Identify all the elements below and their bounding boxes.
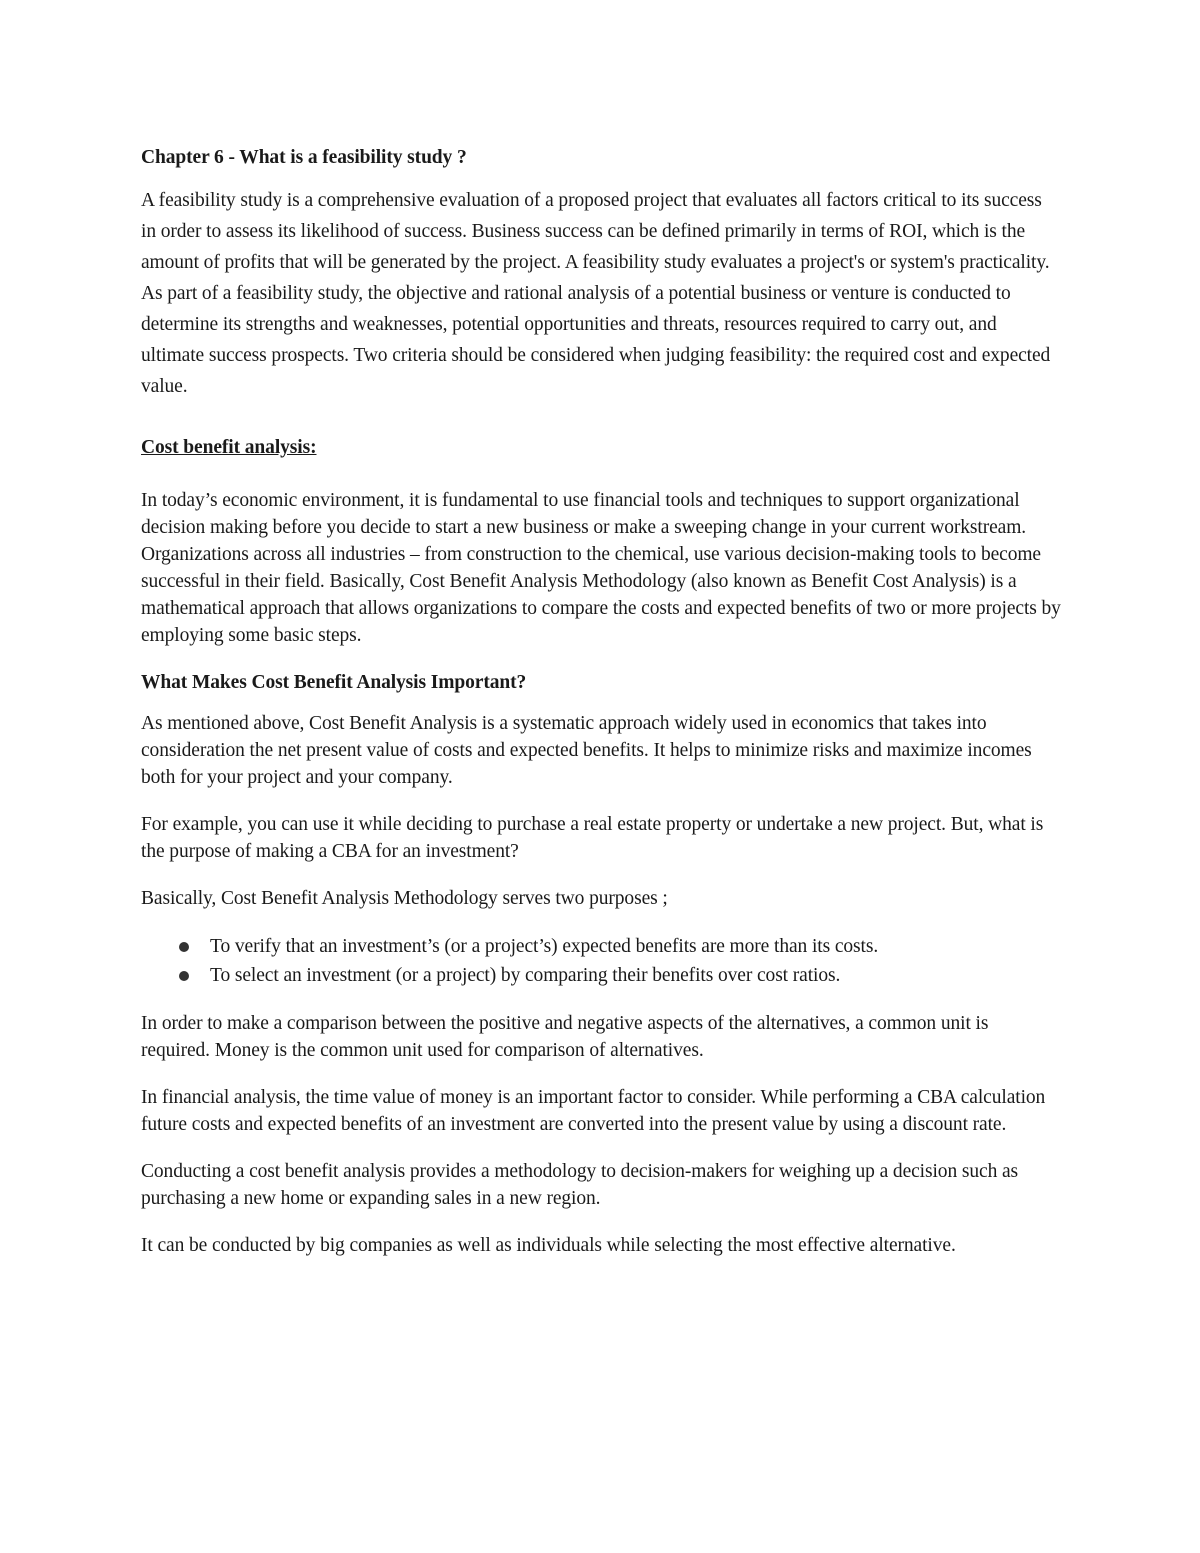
- intro-paragraph: A feasibility study is a comprehensive evaluation of a proposed project that evaluates all factors critical to its success in order to assess its likelihood of success. Business success can be defined primarily in terms of ROI, which is the amount of profits that will be generated by the project. A feasibility study evaluates a project's or system's practicality. As part of a feasibility study, the objective and rational analysis of a potential business or venture is conducted to determine its strengths and weaknesses, potential opportunities and threats, resources required to carry out, and ultimate success prospects. Two criteria should be considered when judging feasibility: the required cost and expected value.: [141, 190, 1051, 397]
- list-item: [141, 961, 1061, 990]
- sub-heading-importance: What Makes Cost Benefit Analysis Important?: [141, 672, 527, 693]
- paragraph-7: It can be conducted by big companies as well as individuals while selecting the most effective alternative.: [141, 1235, 956, 1256]
- cba-paragraph: In today’s economic environment, it is fundamental to use financial tools and techniques to support organizational decision making before you decide to start a new business or make a sweeping change in your current workstream. Organizations across all industries – from construction to the chemical, use various decision-making tools to become successful in their field. Basically, Cost Benefit Analysis Methodology (also known as Benefit Cost Analysis) is a mathematical approach that allows organizations to compare the costs and expected benefits of two or more projects by employing some basic steps.: [141, 490, 1061, 646]
- list-item-text: To verify that an investment’s (or a project’s) expected benefits are more than its costs.: [210, 936, 879, 957]
- paragraph-2: For example, you can use it while deciding to purchase a real estate property or undertake a new project. But, what is the purpose of making a CBA for an investment?: [141, 814, 1044, 862]
- bullet-dot-icon: [179, 971, 189, 981]
- purposes-list: [141, 932, 1061, 990]
- paragraph-5: In financial analysis, the time value of money is an important factor to consider. While performing a CBA calculation future costs and expected benefits of an investment are converted into the present value by using a discount rate.: [141, 1087, 1046, 1135]
- bullet-dot-icon: [179, 942, 189, 952]
- chapter-title: Chapter 6 - What is a feasibility study ?: [141, 147, 467, 168]
- paragraph-1: As mentioned above, Cost Benefit Analysis is a systematic approach widely used in economics that takes into consideration the net present value of costs and expected benefits. It helps to minimize risks and maximize incomes both for your project and your company.: [141, 713, 1032, 788]
- document-page: [141, 142, 1061, 1279]
- list-item: [141, 932, 1061, 961]
- paragraph-4: In order to make a comparison between the positive and negative aspects of the alternatives, a common unit is required. Money is the common unit used for comparison of alternatives.: [141, 1013, 989, 1061]
- list-item-text: To select an investment (or a project) by comparing their benefits over cost ratios.: [210, 965, 841, 986]
- section-heading-cost-benefit: Cost benefit analysis:: [141, 437, 317, 458]
- paragraph-6: Conducting a cost benefit analysis provides a methodology to decision-makers for weighing up a decision such as purchasing a new home or expanding sales in a new region.: [141, 1161, 1019, 1209]
- paragraph-3: Basically, Cost Benefit Analysis Methodology serves two purposes ;: [141, 888, 668, 909]
